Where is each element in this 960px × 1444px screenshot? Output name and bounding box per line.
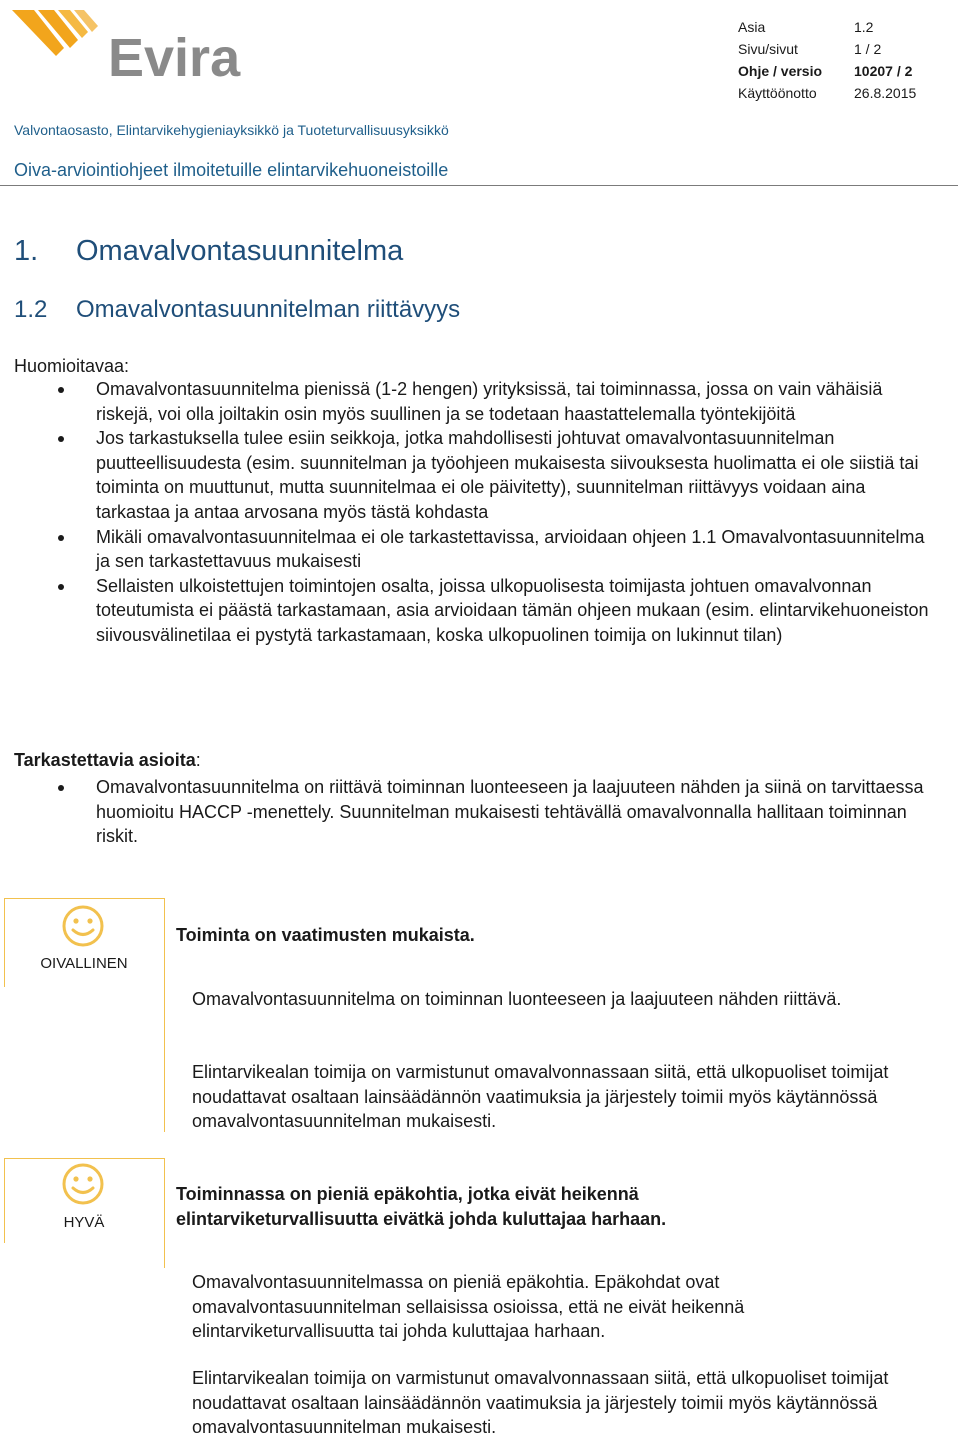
check-label — [14, 750, 201, 771]
check-label-suffix: : — [195, 750, 201, 770]
meta-value: 26.8.2015 — [854, 85, 917, 101]
heading-2 — [14, 296, 460, 324]
heading-2-number: 1.2 — [14, 296, 48, 323]
rating-label: OIVALLINEN — [40, 955, 128, 972]
meta-value: 1 / 2 — [854, 41, 882, 57]
notes-list — [0, 377, 960, 648]
header-divider — [0, 185, 958, 186]
heading-1 — [14, 235, 403, 268]
rating-paragraph: Omavalvontasuunnitelma on toiminnan luonteeseen ja laajuuteen nähden riittävä. — [192, 989, 842, 1009]
bullet-icon — [58, 387, 64, 393]
list-item: Mikäli omavalvontasuunnitelmaa ei ole tarkastettavissa, arvioidaan ohjeen 1.1 Omavalvontasuunnitelma ja sen tarkastettavuus mukaisesti — [0, 525, 936, 574]
heading-1-number: 1. — [14, 235, 39, 267]
rating-paragraph: Elintarvikealan toimija on varmistunut omavalvonnassaan siitä, että ulkopuoliset toimijat noudattavat osaltaan lainsäädännön vaatimuksia ja järjestely toimii myös käytännössä omavalvontasuunnitelman mukaisesti. — [192, 1062, 889, 1132]
meta-row — [738, 60, 916, 82]
evira-logo-mark — [4, 4, 264, 84]
evira-logo — [4, 4, 264, 84]
meta-value: 10207 / 2 — [854, 63, 913, 79]
smiley-icon — [62, 905, 104, 947]
smiley-icon — [62, 1163, 104, 1205]
list-item: Omavalvontasuunnitelma pienissä (1-2 hengen) yrityksissä, tai toiminnassa, jossa on vain vähäisiä riskejä, voi olla joiltakin osin myös suullinen ja se todetaan haastattelemalla työntekijöitä — [0, 377, 936, 426]
rating-box-divider — [164, 898, 165, 1132]
heading-1-text: Omavalvontasuunnitelma — [76, 235, 404, 267]
meta-value: 1.2 — [854, 19, 874, 35]
bullet-icon — [58, 584, 64, 590]
document-meta — [738, 16, 916, 104]
heading-2-text: Omavalvontasuunnitelman riittävyys — [76, 296, 461, 323]
meta-row — [738, 16, 916, 38]
bullet-icon — [58, 535, 64, 541]
meta-key: Sivu/sivut — [738, 41, 798, 57]
meta-row — [738, 38, 916, 60]
list-item: Jos tarkastuksella tulee esiin seikkoja, jotka mahdollisesti johtuvat omavalvontasuunnitelman puutteellisuudesta (esim. suunnitelman ja työohjeen mukaisesta siivouksesta huolimatta ei ole siistiä tai toiminta on muuttunut, mutta suunnitelmaa ei ole päivitetty), suunnitelman riittävyys voidaan aina tarkastaa ja antaa arvosana myös tästä kohdasta — [0, 426, 936, 524]
meta-key: Asia — [738, 19, 766, 35]
logo-wordmark: Evira — [108, 28, 241, 84]
rating-paragraph: Elintarvikealan toimija on varmistunut omavalvonnassaan siitä, että ulkopuoliset toimijat noudattavat osaltaan lainsäädännön vaatimuksia ja järjestely toimii myös käytännössä omavalvontasuunnitelman mukaisesti. — [192, 1368, 889, 1438]
list-item: Sellaisten ulkoistettujen toimintojen osalta, joissa ulkopuolisesta toimijasta johtuen omavalvonnan toteutumista ei päästä tarkastamaan, asia arvioidaan tämän ohjeen mukaan (esim. elintarvikehuoneiston siivousvälinetilaa ei pystytä tarkastamaan, koska ulkopuolinen toimija on lukinnut tilan) — [0, 574, 936, 648]
rating-box-divider — [164, 1158, 165, 1268]
meta-row — [738, 82, 916, 104]
bullet-icon — [58, 785, 64, 791]
bullet-icon — [58, 436, 64, 442]
notes-label: Huomioitavaa: — [14, 356, 130, 376]
meta-key: Käyttöönotto — [738, 85, 817, 101]
department-line: Valvontaosasto, Elintarvikehygieniayksikkö ja Tuoteturvallisuusyksikkö — [14, 122, 449, 138]
check-label-text: Tarkastettavia asioita — [14, 750, 196, 770]
rating-headline: Toiminnassa on pieniä epäkohtia, jotka eivät heikennä elintarviketurvallisuutta eivätkä johda kuluttajaa harhaan. — [176, 1184, 667, 1229]
rating-paragraph: Omavalvontasuunnitelmassa on pieniä epäkohtia. Epäkohdat ovat omavalvontasuunnitelman sellaisissa osioissa, että ne eivät heikennä elintarviketurvallisuutta tai johda kuluttajaa harhaan. — [192, 1272, 745, 1342]
rating-headline: Toiminta on vaatimusten mukaista. — [176, 925, 475, 945]
list-item: Omavalvontasuunnitelma on riittävä toiminnan luonteeseen ja laajuuteen nähden ja siinä on tarvittaessa huomioitu HACCP -menettely. Suunnitelman mukaisesti tehtävällä omavalvonnalla hallitaan toiminnan riskit. — [0, 775, 936, 849]
document-subtitle: Oiva-arviointiohjeet ilmoitetuille elintarvikehuoneistoille — [14, 160, 449, 180]
rating-label: HYVÄ — [63, 1214, 105, 1231]
check-list — [0, 775, 960, 849]
meta-key: Ohje / versio — [738, 63, 823, 79]
